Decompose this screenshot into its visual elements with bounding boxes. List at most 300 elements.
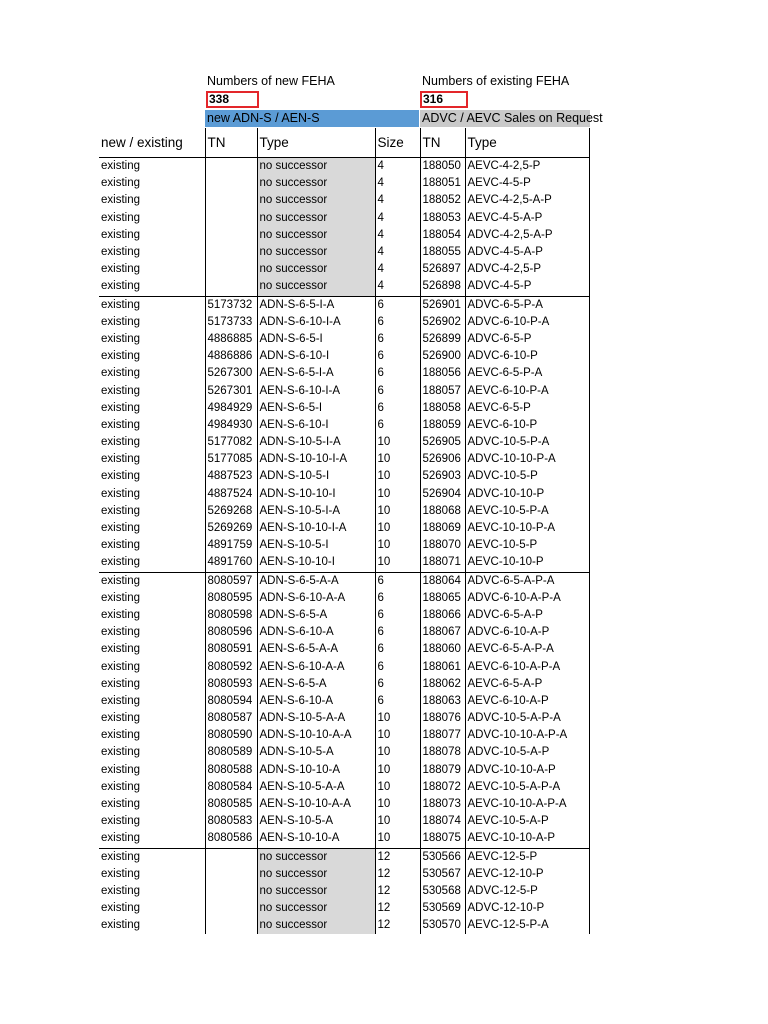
new-tn-cell: 4887523 — [205, 468, 257, 485]
table-row — [99, 710, 589, 727]
status-cell: existing — [101, 884, 140, 897]
new-feha-count-box: 338 — [206, 91, 259, 108]
table-row — [99, 382, 589, 399]
new-tn-cell: 8080585 — [205, 796, 257, 813]
status-cell: existing — [99, 296, 205, 314]
existing-tn-cell: 188072 — [420, 779, 465, 796]
existing-type-cell: ADVC-10-5-P-A — [465, 434, 589, 451]
table-row — [99, 244, 589, 261]
size-cell: 10 — [375, 796, 420, 813]
new-type-cell: ADN-S-6-10-I-A — [257, 314, 375, 331]
new-type-cell: no successor — [257, 210, 375, 227]
existing-tn-cell: 526906 — [420, 451, 465, 468]
new-tn-cell — [205, 175, 257, 192]
size-cell: 10 — [375, 830, 420, 848]
table-row — [99, 676, 589, 693]
new-type-cell: AEN-S-10-10-I-A — [257, 520, 375, 537]
existing-type-cell: AEVC-4-2,5-P — [465, 158, 589, 176]
table-row — [99, 554, 589, 572]
size-cell: 4 — [375, 278, 420, 296]
new-type-cell: ADN-S-6-5-A — [257, 607, 375, 624]
new-tn-cell: 4886885 — [205, 331, 257, 348]
existing-tn-cell: 188055 — [420, 244, 465, 261]
existing-feha-caption: Numbers of existing FEHA — [422, 74, 570, 88]
table-row — [99, 572, 589, 590]
new-tn-cell — [205, 244, 257, 261]
new-type-cell: ADN-S-6-10-I — [257, 348, 375, 365]
col-header-new-tn: TN — [205, 128, 257, 158]
table-row — [99, 486, 589, 503]
col-header-existing-tn: TN — [420, 128, 465, 158]
status-cell: existing — [101, 729, 140, 742]
table-row — [99, 348, 589, 365]
size-cell: 10 — [375, 554, 420, 572]
status-cell: existing — [101, 694, 140, 707]
size-cell: 6 — [375, 400, 420, 417]
existing-tn-cell: 188063 — [420, 693, 465, 710]
new-type-cell: no successor — [257, 900, 375, 917]
status-cell: existing — [101, 643, 140, 656]
size-cell: 10 — [375, 486, 420, 503]
existing-tn-cell: 526897 — [420, 261, 465, 278]
size-cell: 4 — [375, 175, 420, 192]
status-cell: existing — [101, 401, 140, 414]
existing-tn-cell: 188066 — [420, 607, 465, 624]
existing-tn-cell: 188056 — [420, 365, 465, 382]
new-type-cell: no successor — [257, 244, 375, 261]
table-row — [99, 590, 589, 607]
size-cell: 6 — [375, 314, 420, 331]
existing-type-cell: AEVC-6-10-A-P-A — [465, 658, 589, 675]
existing-type-cell: AEVC-10-5-A-P — [465, 813, 589, 830]
existing-type-cell: ADVC-6-10-P-A — [465, 314, 589, 331]
new-tn-cell: 8080590 — [205, 727, 257, 744]
table-row — [99, 314, 589, 331]
new-tn-cell — [205, 210, 257, 227]
status-cell: existing — [101, 522, 140, 535]
existing-tn-cell: 188062 — [420, 676, 465, 693]
status-cell: existing — [101, 763, 140, 776]
existing-type-cell: ADVC-6-10-P — [465, 348, 589, 365]
table-row — [99, 848, 589, 866]
size-cell: 10 — [375, 451, 420, 468]
new-tn-cell: 4887524 — [205, 486, 257, 503]
existing-tn-cell: 188052 — [420, 192, 465, 209]
new-tn-cell: 8080583 — [205, 813, 257, 830]
feha-comparison-table — [99, 128, 590, 934]
new-type-cell: ADN-S-10-10-A — [257, 762, 375, 779]
new-type-cell: no successor — [257, 192, 375, 209]
existing-tn-cell: 526898 — [420, 278, 465, 296]
size-cell: 6 — [375, 676, 420, 693]
existing-type-cell: AEVC-12-5-P-A — [465, 917, 589, 934]
existing-tn-cell: 530568 — [420, 883, 465, 900]
size-cell: 12 — [375, 883, 420, 900]
new-tn-cell: 8080593 — [205, 676, 257, 693]
existing-type-cell: AEVC-10-5-P-A — [465, 503, 589, 520]
new-type-cell: no successor — [257, 227, 375, 244]
status-cell: existing — [99, 848, 205, 866]
existing-type-cell: ADVC-10-5-P — [465, 468, 589, 485]
existing-tn-cell: 188071 — [420, 554, 465, 572]
status-cell: existing — [101, 626, 140, 639]
existing-type-cell: ADVC-10-10-A-P — [465, 762, 589, 779]
new-tn-cell — [205, 192, 257, 209]
size-cell: 6 — [375, 693, 420, 710]
existing-type-cell: AEVC-10-10-A-P-A — [465, 796, 589, 813]
existing-tn-cell: 526905 — [420, 434, 465, 451]
new-type-cell: ADN-S-10-10-I — [257, 486, 375, 503]
col-header-size: Size — [375, 128, 420, 158]
new-type-cell: AEN-S-10-10-A-A — [257, 796, 375, 813]
table-row — [99, 658, 589, 675]
new-tn-cell: 8080597 — [205, 572, 257, 590]
new-type-cell: ADN-S-10-5-I — [257, 468, 375, 485]
new-type-cell: ADN-S-10-10-I-A — [257, 451, 375, 468]
existing-tn-cell: 530566 — [420, 848, 465, 866]
table-row — [99, 796, 589, 813]
new-type-cell: ADN-S-6-10-A-A — [257, 590, 375, 607]
existing-tn-cell: 526904 — [420, 486, 465, 503]
new-tn-cell — [205, 900, 257, 917]
status-cell: existing — [101, 228, 140, 241]
status-cell: existing — [99, 572, 205, 590]
existing-type-cell: ADVC-10-5-A-P — [465, 744, 589, 761]
table-row — [99, 451, 589, 468]
existing-type-cell: ADVC-6-5-P-A — [465, 296, 589, 314]
existing-tn-cell: 188061 — [420, 658, 465, 675]
new-tn-cell: 8080584 — [205, 779, 257, 796]
new-tn-cell: 4886886 — [205, 348, 257, 365]
existing-tn-cell: 188067 — [420, 624, 465, 641]
size-cell: 10 — [375, 727, 420, 744]
size-cell: 6 — [375, 365, 420, 382]
existing-tn-cell: 530569 — [420, 900, 465, 917]
new-type-cell: ADN-S-6-10-A — [257, 624, 375, 641]
existing-type-cell: ADVC-12-10-P — [465, 900, 589, 917]
status-cell: existing — [101, 436, 140, 449]
existing-type-cell: ADVC-12-5-P — [465, 883, 589, 900]
table-body — [99, 158, 589, 935]
existing-tn-cell: 526902 — [420, 314, 465, 331]
new-type-cell: AEN-S-10-10-I — [257, 554, 375, 572]
size-cell: 6 — [375, 572, 420, 590]
existing-tn-cell: 188053 — [420, 210, 465, 227]
new-tn-cell — [205, 848, 257, 866]
new-type-cell: ADN-S-6-5-I — [257, 331, 375, 348]
status-cell: existing — [101, 556, 140, 569]
new-tn-cell: 8080594 — [205, 693, 257, 710]
new-tn-cell: 5177082 — [205, 434, 257, 451]
table-row — [99, 624, 589, 641]
new-tn-cell: 5269268 — [205, 503, 257, 520]
size-cell: 6 — [375, 417, 420, 434]
size-cell: 10 — [375, 503, 420, 520]
size-cell: 10 — [375, 520, 420, 537]
status-cell: existing — [101, 177, 140, 190]
existing-tn-cell: 188073 — [420, 796, 465, 813]
existing-tn-cell: 188077 — [420, 727, 465, 744]
new-type-cell: no successor — [257, 917, 375, 934]
table-row — [99, 434, 589, 451]
status-cell: existing — [101, 280, 140, 293]
status-cell: existing — [101, 591, 140, 604]
new-type-cell: ADN-S-6-5-A-A — [257, 572, 375, 590]
existing-tn-cell: 188079 — [420, 762, 465, 779]
new-type-cell: no successor — [257, 278, 375, 296]
existing-type-cell: AEVC-10-10-A-P — [465, 830, 589, 848]
existing-type-cell: AEVC-4-2,5-A-P — [465, 192, 589, 209]
status-cell: existing — [101, 470, 140, 483]
new-type-cell: no successor — [257, 883, 375, 900]
existing-tn-cell: 188051 — [420, 175, 465, 192]
status-cell: existing — [101, 194, 140, 207]
status-cell: existing — [101, 902, 140, 915]
new-tn-cell: 5267300 — [205, 365, 257, 382]
new-tn-cell — [205, 227, 257, 244]
table-row — [99, 227, 589, 244]
status-cell: existing — [101, 608, 140, 621]
table-row — [99, 278, 589, 296]
existing-type-cell: AEVC-6-10-P — [465, 417, 589, 434]
existing-type-cell: AEVC-10-10-P — [465, 554, 589, 572]
table-row — [99, 537, 589, 554]
table-row — [99, 830, 589, 848]
new-tn-cell: 8080586 — [205, 830, 257, 848]
table-row — [99, 900, 589, 917]
status-cell: existing — [101, 798, 140, 811]
new-type-cell: AEN-S-6-10-I — [257, 417, 375, 434]
existing-type-cell: AEVC-6-10-P-A — [465, 382, 589, 399]
existing-type-cell: ADVC-10-5-A-P-A — [465, 710, 589, 727]
status-cell: existing — [101, 504, 140, 517]
size-cell: 6 — [375, 624, 420, 641]
new-type-cell: AEN-S-6-10-I-A — [257, 382, 375, 399]
existing-type-cell: AEVC-6-5-P-A — [465, 365, 589, 382]
table-row — [99, 331, 589, 348]
size-cell: 4 — [375, 192, 420, 209]
size-cell: 4 — [375, 158, 420, 176]
table-row — [99, 400, 589, 417]
existing-type-cell: ADVC-10-10-P-A — [465, 451, 589, 468]
status-cell: existing — [101, 350, 140, 363]
size-cell: 10 — [375, 468, 420, 485]
existing-tn-cell: 526901 — [420, 296, 465, 314]
existing-type-cell: AEVC-6-5-A-P-A — [465, 641, 589, 658]
table-row — [99, 261, 589, 278]
header-row — [99, 128, 589, 158]
new-tn-cell: 5269269 — [205, 520, 257, 537]
existing-type-cell: ADVC-6-5-A-P — [465, 607, 589, 624]
size-cell: 4 — [375, 261, 420, 278]
new-type-cell: AEN-S-10-5-A-A — [257, 779, 375, 796]
existing-type-cell: ADVC-4-2,5-P — [465, 261, 589, 278]
table-row — [99, 779, 589, 796]
table-row — [99, 175, 589, 192]
status-cell: existing — [101, 677, 140, 690]
new-tn-cell: 4984929 — [205, 400, 257, 417]
table-row — [99, 503, 589, 520]
new-type-cell: ADN-S-6-5-I-A — [257, 296, 375, 314]
existing-tn-cell: 188060 — [420, 641, 465, 658]
status-cell: existing — [101, 263, 140, 276]
new-type-cell: AEN-S-10-10-A — [257, 830, 375, 848]
status-cell: existing — [101, 780, 140, 793]
size-cell: 10 — [375, 434, 420, 451]
new-tn-cell: 5267301 — [205, 382, 257, 399]
new-type-cell: ADN-S-10-10-A-A — [257, 727, 375, 744]
size-cell: 12 — [375, 917, 420, 934]
size-cell: 6 — [375, 607, 420, 624]
size-cell: 6 — [375, 348, 420, 365]
status-cell: existing — [101, 332, 140, 345]
table-row — [99, 417, 589, 434]
existing-type-cell: AEVC-4-5-A-P — [465, 210, 589, 227]
existing-feha-count-box: 316 — [420, 91, 468, 108]
new-tn-cell: 5173733 — [205, 314, 257, 331]
status-cell: existing — [101, 211, 140, 224]
new-tn-cell — [205, 261, 257, 278]
existing-tn-cell: 188069 — [420, 520, 465, 537]
size-cell: 12 — [375, 900, 420, 917]
table-row — [99, 192, 589, 209]
new-type-cell: AEN-S-6-5-I-A — [257, 365, 375, 382]
size-cell: 10 — [375, 744, 420, 761]
table-row — [99, 607, 589, 624]
new-feha-caption: Numbers of new FEHA — [207, 74, 335, 88]
new-tn-cell: 4984930 — [205, 417, 257, 434]
new-type-cell: no successor — [257, 866, 375, 883]
existing-tn-cell: 530567 — [420, 866, 465, 883]
existing-tn-cell: 188058 — [420, 400, 465, 417]
existing-tn-cell: 526903 — [420, 468, 465, 485]
new-type-cell: no successor — [257, 848, 375, 866]
size-cell: 12 — [375, 848, 420, 866]
new-type-cell: AEN-S-6-10-A-A — [257, 658, 375, 675]
new-tn-cell: 4891760 — [205, 554, 257, 572]
existing-tn-cell: 188068 — [420, 503, 465, 520]
status-cell: existing — [101, 418, 140, 431]
status-cell: existing — [101, 919, 140, 932]
status-cell: existing — [101, 712, 140, 725]
existing-type-cell: ADVC-4-5-P — [465, 278, 589, 296]
status-cell: existing — [101, 832, 140, 845]
status-cell: existing — [101, 367, 140, 380]
table-row — [99, 210, 589, 227]
new-tn-cell — [205, 158, 257, 176]
table-row — [99, 520, 589, 537]
new-type-cell: no successor — [257, 158, 375, 176]
table-row — [99, 917, 589, 934]
table-row — [99, 813, 589, 830]
existing-tn-cell: 526899 — [420, 331, 465, 348]
new-tn-cell: 8080598 — [205, 607, 257, 624]
status-cell: existing — [101, 384, 140, 397]
table-row — [99, 641, 589, 658]
new-type-cell: AEN-S-6-5-A-A — [257, 641, 375, 658]
existing-tn-cell: 188078 — [420, 744, 465, 761]
new-tn-cell: 8080587 — [205, 710, 257, 727]
existing-tn-cell: 526900 — [420, 348, 465, 365]
status-cell: existing — [101, 246, 140, 259]
size-cell: 10 — [375, 762, 420, 779]
existing-type-cell: ADVC-10-10-P — [465, 486, 589, 503]
status-cell: existing — [101, 867, 140, 880]
new-tn-cell — [205, 883, 257, 900]
existing-type-cell: AEVC-12-5-P — [465, 848, 589, 866]
existing-tn-cell: 188065 — [420, 590, 465, 607]
new-tn-cell — [205, 866, 257, 883]
table-row — [99, 693, 589, 710]
new-tn-cell: 8080589 — [205, 744, 257, 761]
status-cell: existing — [101, 539, 140, 552]
new-type-cell: ADN-S-10-5-A-A — [257, 710, 375, 727]
new-tn-cell: 8080591 — [205, 641, 257, 658]
status-cell: existing — [101, 453, 140, 466]
existing-tn-cell: 188050 — [420, 158, 465, 176]
status-cell: existing — [101, 160, 140, 173]
new-type-cell: AEN-S-6-5-A — [257, 676, 375, 693]
table-row — [99, 744, 589, 761]
existing-type-cell: ADVC-10-10-A-P-A — [465, 727, 589, 744]
table-row — [99, 883, 589, 900]
size-cell: 6 — [375, 296, 420, 314]
existing-tn-cell: 188076 — [420, 710, 465, 727]
existing-type-cell: AEVC-12-10-P — [465, 866, 589, 883]
size-cell: 10 — [375, 710, 420, 727]
existing-type-cell: AEVC-6-10-A-P — [465, 693, 589, 710]
table-row — [99, 158, 589, 176]
existing-type-cell: AEVC-6-5-A-P — [465, 676, 589, 693]
existing-tn-cell: 530570 — [420, 917, 465, 934]
new-tn-cell: 8080596 — [205, 624, 257, 641]
advc-aevc-band: ADVC / AEVC Sales on Request — [422, 111, 603, 125]
existing-type-cell: AEVC-10-10-P-A — [465, 520, 589, 537]
new-tn-cell — [205, 278, 257, 296]
new-tn-cell: 8080595 — [205, 590, 257, 607]
size-cell: 12 — [375, 866, 420, 883]
size-cell: 4 — [375, 227, 420, 244]
existing-type-cell: AEVC-6-5-P — [465, 400, 589, 417]
status-cell: existing — [101, 660, 140, 673]
size-cell: 6 — [375, 382, 420, 399]
existing-type-cell: ADVC-4-5-A-P — [465, 244, 589, 261]
status-cell: existing — [101, 746, 140, 759]
existing-tn-cell: 188054 — [420, 227, 465, 244]
new-type-cell: no successor — [257, 175, 375, 192]
existing-type-cell: AEVC-10-5-A-P-A — [465, 779, 589, 796]
table-row — [99, 866, 589, 883]
existing-type-cell: ADVC-6-5-P — [465, 331, 589, 348]
existing-type-cell: ADVC-6-10-A-P — [465, 624, 589, 641]
new-tn-cell — [205, 917, 257, 934]
new-type-cell: no successor — [257, 261, 375, 278]
size-cell: 4 — [375, 244, 420, 261]
table-row — [99, 727, 589, 744]
new-type-cell: AEN-S-10-5-I — [257, 537, 375, 554]
existing-type-cell: AEVC-10-5-P — [465, 537, 589, 554]
new-tn-cell: 8080592 — [205, 658, 257, 675]
new-type-cell: ADN-S-10-5-I-A — [257, 434, 375, 451]
new-type-cell: AEN-S-6-5-I — [257, 400, 375, 417]
new-type-cell: AEN-S-10-5-A — [257, 813, 375, 830]
size-cell: 6 — [375, 641, 420, 658]
size-cell: 6 — [375, 331, 420, 348]
col-header-new-type: Type — [257, 128, 375, 158]
existing-tn-cell: 188070 — [420, 537, 465, 554]
table-row — [99, 365, 589, 382]
table-row — [99, 762, 589, 779]
